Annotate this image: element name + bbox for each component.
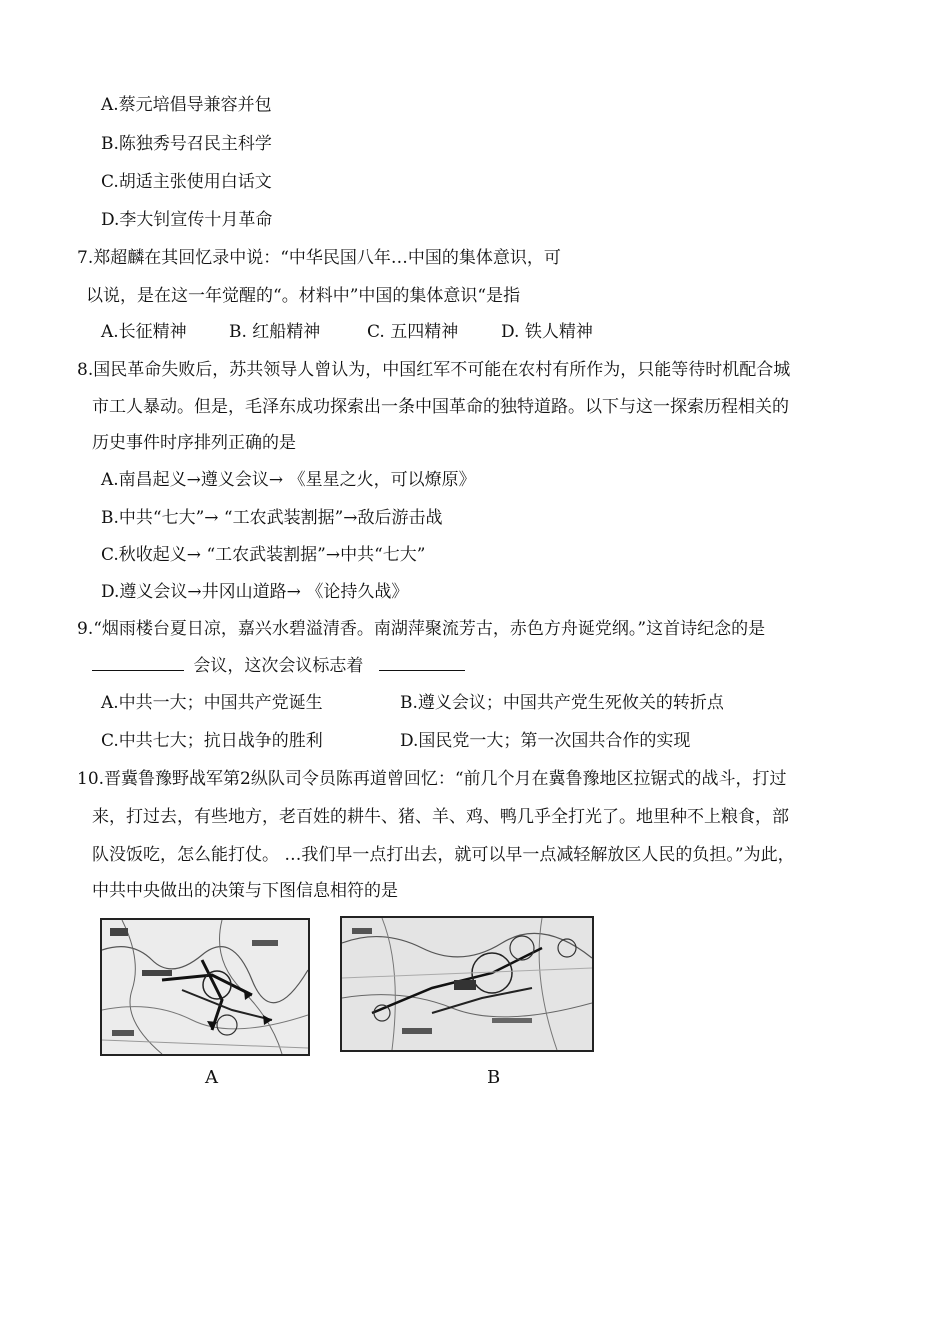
map-b-drawing xyxy=(342,918,592,1050)
q8-option-a: A.南昌起义→遵义会议→ 《星星之火，可以燎原》 xyxy=(101,470,476,490)
q6-option-b: B.陈独秀号召民主科学 xyxy=(101,134,272,154)
q8-option-d: D.遵义会议→井冈山道路→ 《论持久战》 xyxy=(101,582,409,602)
answer-blank-1 xyxy=(92,656,184,671)
q8-stem-line1: 8.国民革命失败后，苏共领导人曾认为，中国红军不可能在农村有所作为，只能等待时机配合城 xyxy=(77,360,791,380)
q7-stem-line2: 以说，是在这一年觉醒的“。材料中”中国的集体意识“是指 xyxy=(86,286,521,306)
q8-stem-line2: 市工人暴动。但是，毛泽东成功探索出一条中国革命的独特道路。以下与这一探索历程相关的 xyxy=(92,397,789,417)
q8-option-b: B.中共“七大”→ “工农武装割据”→敌后游击战 xyxy=(101,508,443,528)
q9-stem-line2 xyxy=(92,656,469,676)
map-b-image xyxy=(340,916,594,1052)
q10-stem-line1: 10.晋冀鲁豫野战军第2纵队司令员陈再道曾回忆：“前几个月在冀鲁豫地区拉锯式的战斗，打过 xyxy=(77,769,787,789)
q9-option-a: A.中共一大；中国共产党诞生 xyxy=(101,693,323,713)
q10-stem-line4: 中共中央做出的决策与下图信息相符的是 xyxy=(92,881,398,901)
q6-option-c: C.胡适主张使用白话文 xyxy=(101,172,272,192)
q10-stem-line3: 队没饭吃，怎么能打仗。 …我们早一点打出去，就可以早一点减轻解放区人民的负担。”为此， xyxy=(92,845,795,865)
map-a-label: A xyxy=(205,1067,218,1088)
q9-option-d: D.国民党一大；第一次国共合作的实现 xyxy=(400,731,691,751)
q6-option-d: D.李大钊宣传十月革命 xyxy=(101,210,273,230)
q6-option-a: A.蔡元培倡导兼容并包 xyxy=(101,95,272,115)
q7-option-d: D. 铁人精神 xyxy=(501,322,593,342)
q9-option-c: C.中共七大；抗日战争的胜利 xyxy=(101,731,323,751)
q10-stem-line2: 来，打过去，有些地方，老百姓的耕牛、猪、羊、鸡、鸭几乎全打光了。地里种不上粮食，部 xyxy=(92,807,789,827)
answer-blank-2 xyxy=(379,656,465,671)
map-b-label: B xyxy=(487,1067,501,1088)
q7-option-b: B. 红船精神 xyxy=(229,322,321,342)
q9-option-b: B.遵义会议；中国共产党生死攸关的转折点 xyxy=(400,693,724,713)
q8-stem-line3: 历史事件时序排列正确的是 xyxy=(92,433,296,453)
q7-option-a: A.长征精神 xyxy=(101,322,187,342)
q9-stem-line1: 9.“烟雨楼台夏日凉，嘉兴水碧溢清香。南湖萍聚流芳古，赤色方舟诞党纲。”这首诗纪念的是 xyxy=(77,619,766,639)
q9-stem-line2-text: 会议，这次会议标志着 xyxy=(193,656,364,676)
map-a-image xyxy=(100,918,310,1056)
map-a-drawing xyxy=(102,920,308,1054)
q7-stem-line1: 7.郑超麟在其回忆录中说：“中华民国八年…中国的集体意识，可 xyxy=(77,248,561,268)
q7-option-c: C. 五四精神 xyxy=(367,322,459,342)
q8-option-c: C.秋收起义→ “工农武装割据”→中共“七大” xyxy=(101,545,426,565)
